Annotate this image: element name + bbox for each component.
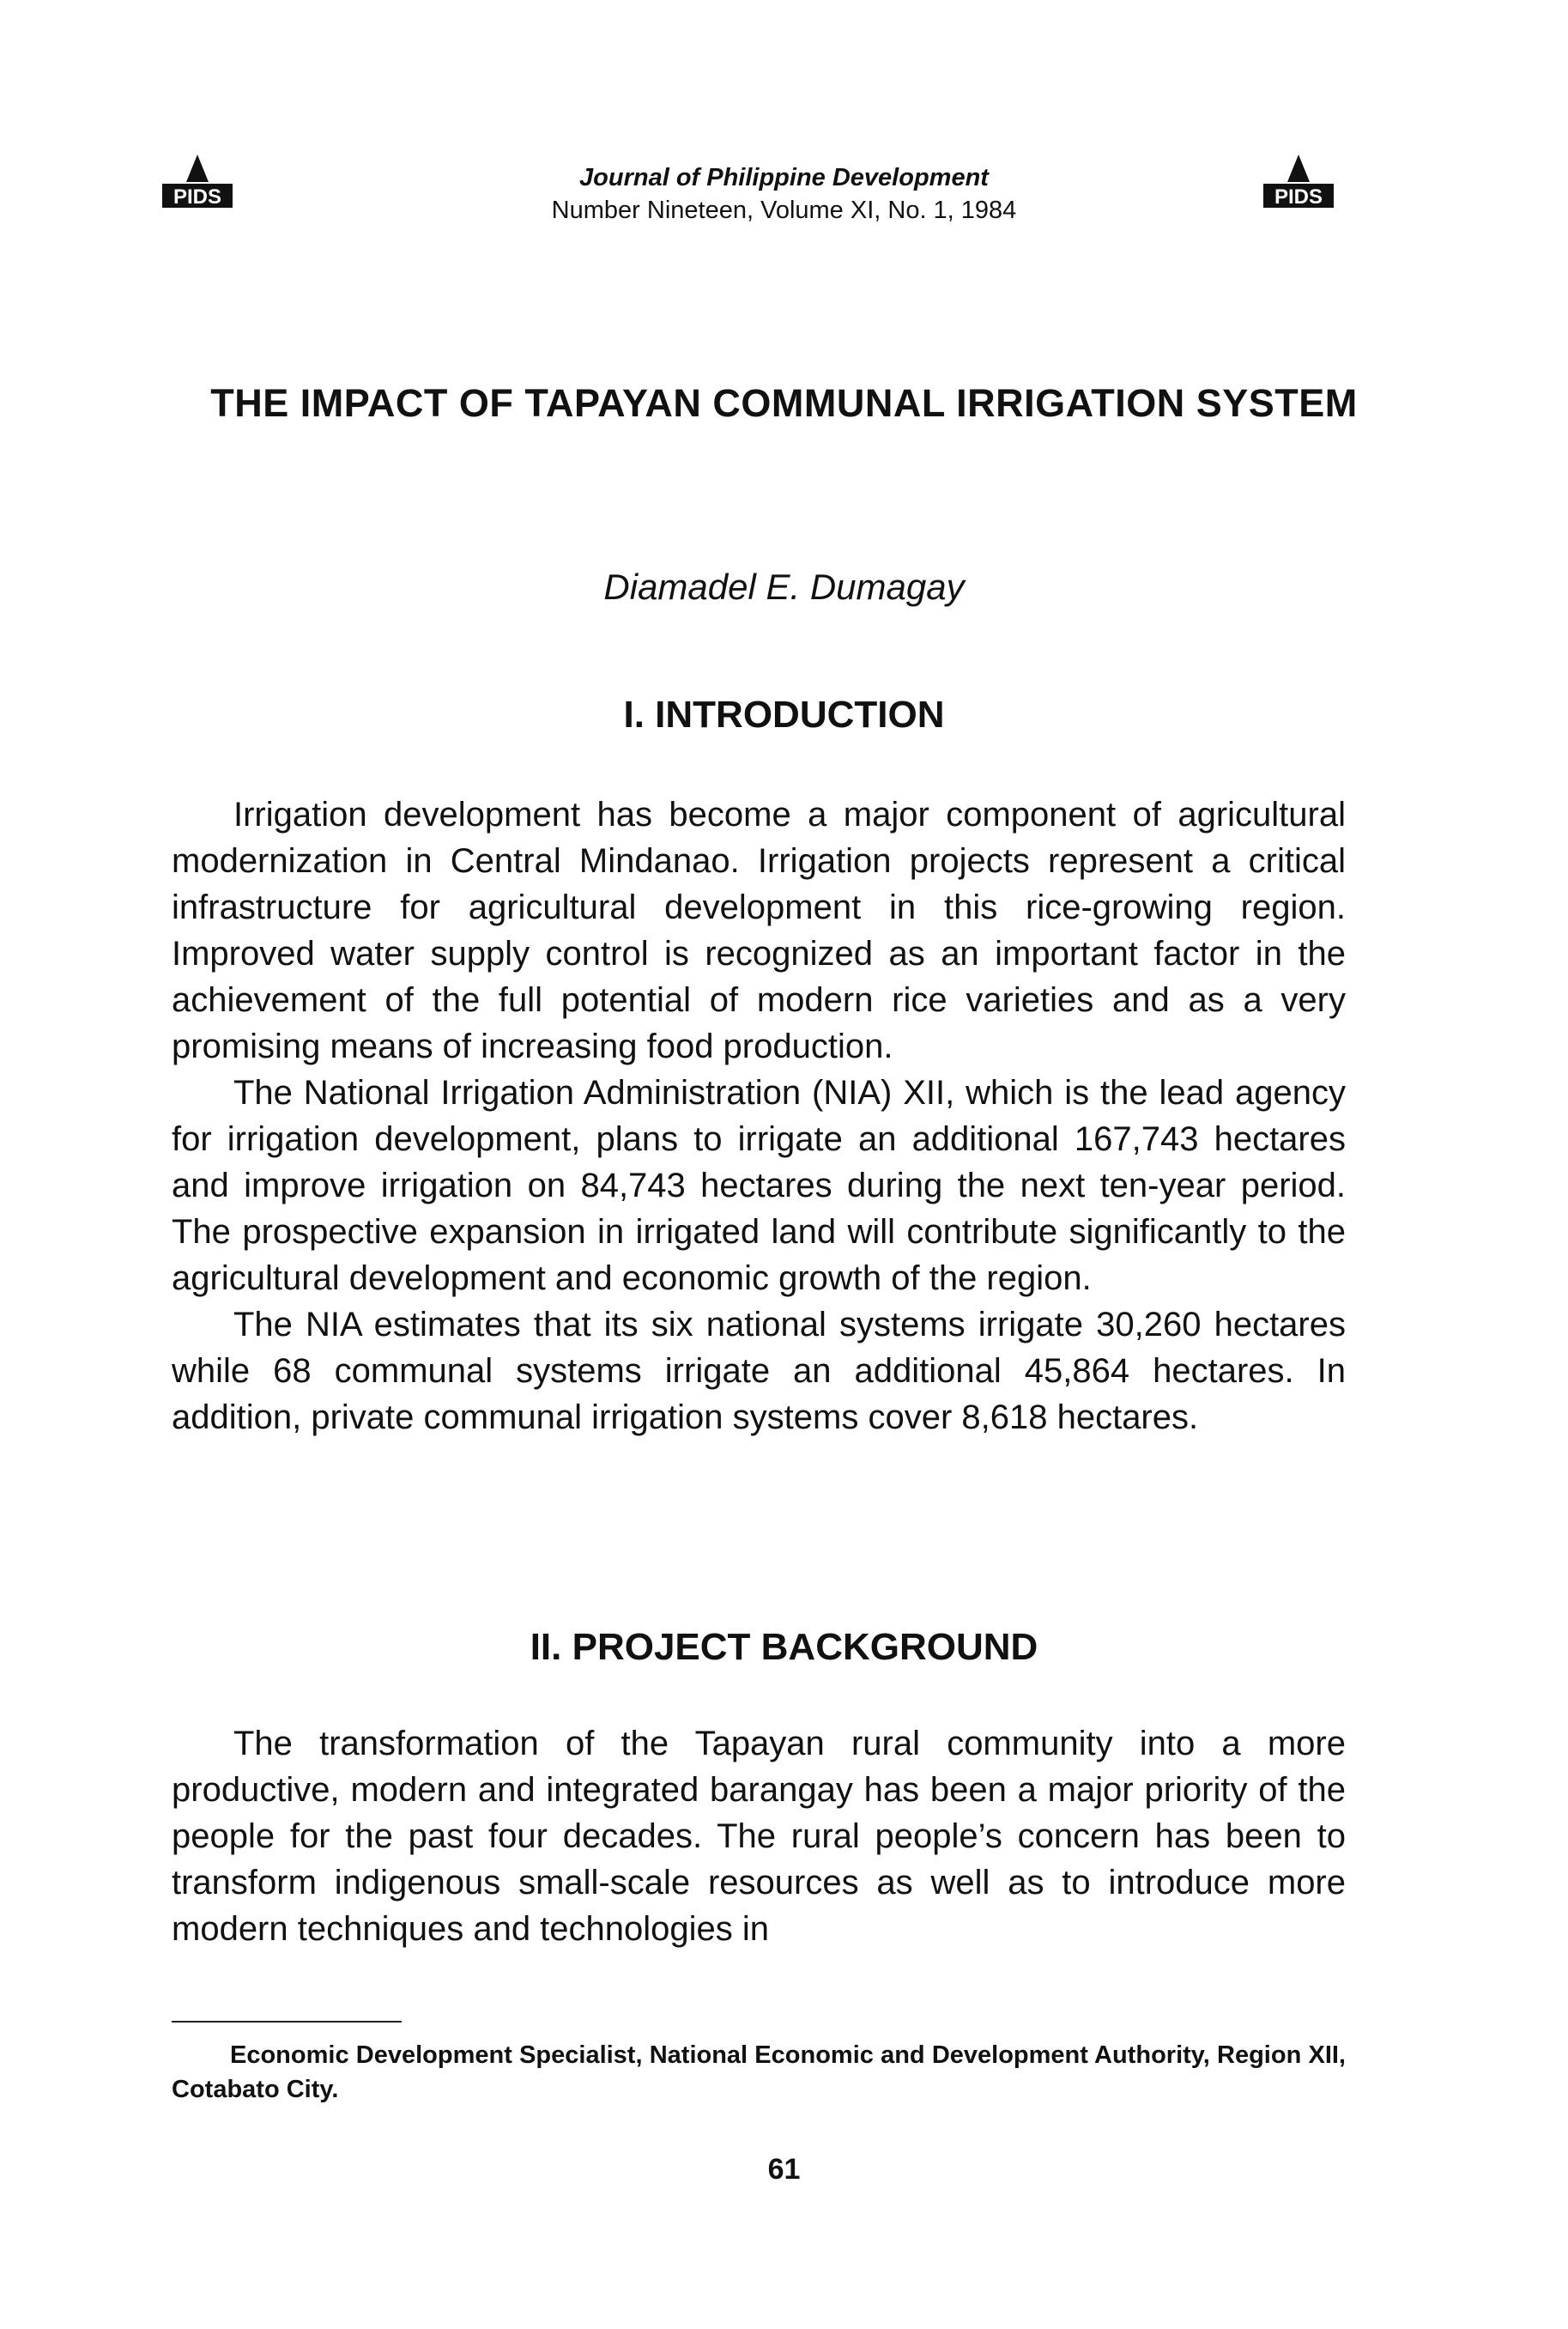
author-name: Diamadel E. Dumagay: [603, 567, 965, 607]
paragraph: The NIA estimates that its six national systems irrigate 30,260 hectares while 68 communal systems irrigate an additional 45,864 hectares. In addition, private communal irrigation systems cover 8,618 hectares.: [172, 1306, 1346, 1436]
section-heading-project-background: II. PROJECT BACKGROUND: [530, 1626, 1038, 1668]
logo-text: PIDS: [1274, 185, 1323, 209]
journal-title: Journal of Philippine Development: [579, 164, 989, 191]
section-heading-introduction: I. INTRODUCTION: [623, 694, 945, 736]
journal-header: [0, 161, 1568, 227]
introduction-body: [172, 791, 1346, 1440]
logo-text: PIDS: [173, 185, 222, 209]
project-background-body: [172, 1720, 1346, 1952]
author-footnote: Economic Development Specialist, National Economic and Development Authority, Region XII, Cotabato City.: [172, 2041, 1346, 2103]
article-title: THE IMPACT OF TAPAYAN COMMUNAL IRRIGATION SYSTEM: [210, 381, 1358, 425]
paragraph: The transformation of the Tapayan rural community into a more productive, modern and integrated barangay has been a major priority of the people for the past four decades. The rural people’s concern has been to transform indigenous small-scale resources as well as to introduce more modern techniques and technologies in: [172, 1725, 1346, 1948]
page-number: 61: [767, 2153, 801, 2186]
paragraph: The National Irrigation Administration (NIA) XII, which is the lead agency for irrigation development, plans to irrigate an additional 167,743 hectares and improve irrigation on 84,743 hectares during the next ten-year period. The prospective expansion in irrigated land will contribute significantly to the agricultural development and economic growth of the region.: [172, 1074, 1346, 1297]
footnote-divider: [172, 2021, 402, 2023]
paragraph: Irrigation development has become a major component of agricultural modernization in Central Mindanao. Irrigation projects represent a critical infrastructure for agricultural development in this rice-growing region. Improved water supply control is recognized as an important factor in the achievement of the full potential of modern rice varieties and as a very promising means of increasing food production.: [172, 796, 1346, 1065]
journal-issue: Number Nineteen, Volume XI, No. 1, 1984: [551, 197, 1017, 224]
